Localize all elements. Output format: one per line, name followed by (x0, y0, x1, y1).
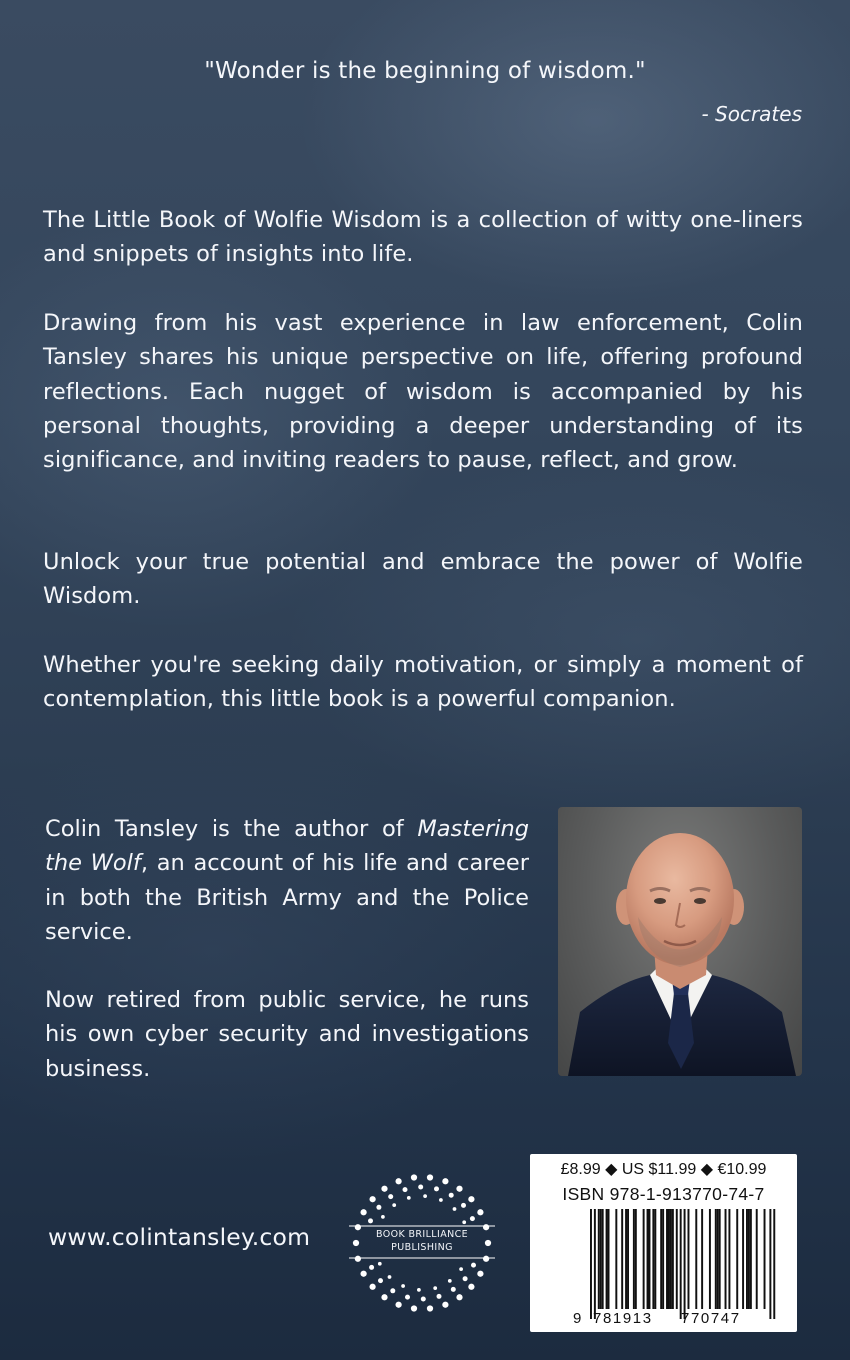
barcode-bar (719, 1209, 721, 1309)
barcode-bar (602, 1209, 604, 1309)
emblem-dot (461, 1203, 466, 1208)
author-bio-rest: , an account of his life and career in both the British Army and the Police service. (45, 850, 529, 945)
barcode-bar (742, 1209, 744, 1309)
emblem-dot (456, 1186, 462, 1192)
emblem-dot (421, 1297, 426, 1302)
emblem-dot (378, 1278, 383, 1283)
barcode-bar (672, 1209, 674, 1309)
price-list: £8.99 ◆ US $11.99 ◆ €10.99 (560, 1161, 767, 1178)
barcode-bar (654, 1209, 656, 1309)
emblem-dot (395, 1302, 401, 1308)
isbn-label: ISBN 978-1-913770-74-7 (562, 1184, 765, 1204)
emblem-dot (477, 1271, 483, 1277)
author-book-title: Mastering the Wolf (45, 816, 529, 877)
emblem-dot (463, 1276, 468, 1281)
emblem-dot (439, 1198, 443, 1202)
barcode-bar (590, 1209, 592, 1319)
barcode-bar (695, 1209, 697, 1309)
barcode-bar (709, 1209, 711, 1309)
barcode-digit-prefix: 9 (573, 1310, 583, 1327)
barcode-bar (746, 1209, 748, 1309)
emblem-dot (437, 1294, 442, 1299)
emblem-dot (468, 1284, 474, 1290)
emblem-dot (427, 1174, 433, 1180)
emblem-dot (381, 1186, 387, 1192)
emblem-dot (360, 1271, 366, 1277)
emblem-dot (470, 1216, 475, 1221)
emblem-dot (451, 1287, 456, 1292)
emblem-dot (407, 1196, 411, 1200)
emblem-dot (483, 1256, 489, 1262)
barcode-bar (773, 1209, 775, 1319)
barcode-bar (625, 1209, 627, 1309)
emblem-dot (434, 1186, 439, 1191)
barcode-bar (615, 1209, 617, 1309)
barcode-bar (748, 1209, 750, 1309)
barcode-bar (684, 1209, 686, 1319)
emblem-dot (459, 1267, 463, 1271)
blurb-paragraph: Whether you're seeking daily motivation, or simply a moment of contemplation, this little book is a powerful companion. (43, 652, 803, 713)
barcode-digits-left: 781913 (593, 1310, 653, 1327)
barcode-graphic (530, 1154, 797, 1332)
emblem-dot (395, 1178, 401, 1184)
emblem-dot (369, 1284, 375, 1290)
barcode-bar (715, 1209, 717, 1309)
barcode-bar (662, 1209, 664, 1309)
emblem-dot (471, 1263, 476, 1268)
barcode-bar (600, 1209, 602, 1309)
barcode-bar (606, 1209, 608, 1309)
barcode-bar (643, 1209, 645, 1309)
emblem-dot (468, 1196, 474, 1202)
barcode-bar (676, 1209, 678, 1309)
blurb-paragraph: Drawing from his vast experience in law enforcement, Colin Tansley shares his unique perspective on life, offering profound reflections. Each nugget of wisdom is accompanied by his personal thoughts, providing a deeper understanding of its significance, and inviting readers to pause, reflect, and grow. (43, 310, 803, 474)
emblem-dot (376, 1205, 381, 1210)
emblem-dot (423, 1194, 427, 1198)
blurb-paragraph: The Little Book of Wolfie Wisdom is a collection of witty one-liners and snippets of insights into life. (43, 207, 803, 268)
emblem-dot (390, 1288, 395, 1293)
barcode-bar (647, 1209, 649, 1309)
barcode-bar (594, 1209, 596, 1319)
barcode-bar (756, 1209, 758, 1309)
publisher-name-line2: PUBLISHING (391, 1242, 453, 1253)
emblem-dot (381, 1215, 385, 1219)
emblem-dot (369, 1196, 375, 1202)
barcode-bar (668, 1209, 670, 1309)
barcode-bar (635, 1209, 637, 1309)
emblem-dot (405, 1295, 410, 1300)
author-bio-intro: Colin Tansley is the author of (45, 816, 404, 842)
emblem-dot (388, 1194, 393, 1199)
barcode-bar (621, 1209, 623, 1309)
barcode-bar (608, 1209, 610, 1309)
barcode-bar (728, 1209, 730, 1309)
epigraph-attribution: - Socrates (701, 102, 802, 126)
emblem-dot (403, 1187, 408, 1192)
isbn-barcode-box (530, 1154, 797, 1332)
emblem-dot (427, 1305, 433, 1311)
blurb-paragraph: Unlock your true potential and embrace the power of Wolfie Wisdom. (43, 549, 803, 610)
publisher-logo (347, 1168, 497, 1318)
emblem-dot (433, 1286, 437, 1290)
author-bio-paragraph (45, 812, 529, 949)
barcode-bar (598, 1209, 600, 1309)
emblem-dot (456, 1294, 462, 1300)
author-bio-paragraph: Now retired from public service, he runs his own cyber security and investigations business. (45, 987, 529, 1082)
emblem-dot (388, 1275, 392, 1279)
emblem-dot (392, 1203, 396, 1207)
barcode-bar (725, 1209, 727, 1309)
emblem-dot (477, 1209, 483, 1215)
barcode-bar (649, 1209, 651, 1309)
emblem-dot (453, 1207, 457, 1211)
website-url[interactable]: www.colintansley.com (48, 1223, 311, 1251)
emblem-dot (411, 1174, 417, 1180)
barcode-bar (717, 1209, 719, 1309)
barcode-bar (688, 1209, 690, 1309)
emblem-dot (381, 1294, 387, 1300)
emblem-dot (401, 1284, 405, 1288)
publisher-name-line1: BOOK BRILLIANCE (375, 1229, 469, 1240)
barcode-bar (627, 1209, 629, 1309)
barcode-bar (769, 1209, 771, 1319)
emblem-dot (449, 1193, 454, 1198)
barcode-bar (633, 1209, 635, 1309)
barcode-digits-right: 770747 (681, 1310, 741, 1327)
emblem-dot (378, 1262, 382, 1266)
barcode-bar (750, 1209, 752, 1309)
emblem-dot (369, 1265, 374, 1270)
emblem-dot (462, 1220, 466, 1224)
barcode-bar (736, 1209, 738, 1309)
barcode-bar (701, 1209, 703, 1309)
barcode-bar (660, 1209, 662, 1309)
epigraph-quote: "Wonder is the beginning of wisdom." (204, 58, 646, 84)
emblem-dot (368, 1218, 373, 1223)
barcode-bar (764, 1209, 766, 1309)
emblem-dot (418, 1185, 423, 1190)
emblem-dot (411, 1305, 417, 1311)
emblem-dot (355, 1256, 361, 1262)
barcode-bar (666, 1209, 668, 1309)
emblem-dot (417, 1288, 421, 1292)
emblem-dot (442, 1302, 448, 1308)
barcode-bar (670, 1209, 672, 1309)
emblem-dot (360, 1209, 366, 1215)
author-photo (558, 807, 802, 1076)
emblem-dot (442, 1178, 448, 1184)
barcode-bar (680, 1209, 682, 1319)
emblem-dot (448, 1279, 452, 1283)
barcode-bar (652, 1209, 654, 1309)
